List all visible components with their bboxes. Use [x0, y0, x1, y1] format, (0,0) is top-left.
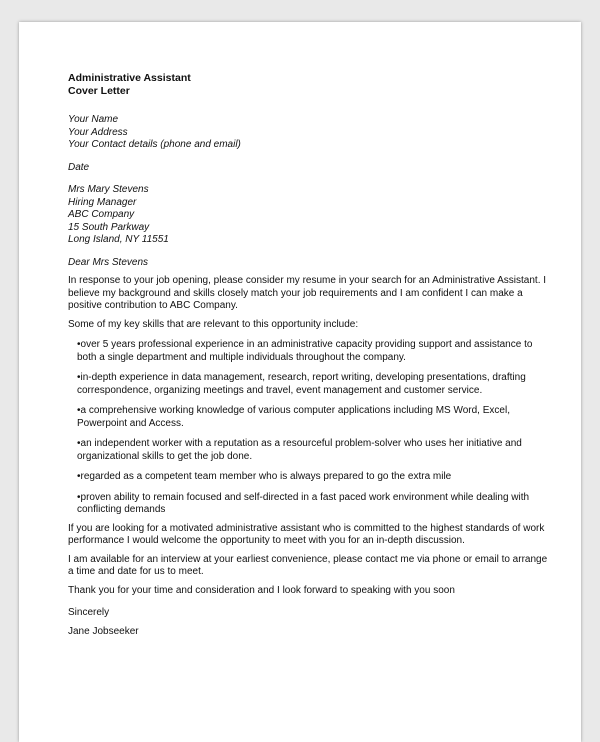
sender-name: Your Name	[68, 114, 119, 125]
skill-item: •a comprehensive working knowledge of various computer applications including MS Word, Excel, Powerpoint and Access.	[77, 405, 510, 429]
sender-block	[68, 114, 548, 152]
title-line-2: Cover Letter	[68, 85, 130, 97]
skill-item: •over 5 years professional experience in an administrative capacity providing support and assistance to both a single department and multiple individuals throughout the company.	[77, 339, 533, 363]
closing-paragraph: Thank you for your time and consideration and I look forward to speaking with you soon	[68, 584, 455, 596]
recipient-street: 15 South Parkway	[68, 221, 150, 233]
sender-address: Your Address	[68, 126, 128, 138]
closing-paragraph: If you are looking for a motivated administrative assistant who is committed to the highest standards of work performance I would welcome the opportunity to meet with you for an in-depth discussion.	[68, 522, 545, 546]
sender-contact: Your Contact details (phone and email)	[68, 139, 241, 150]
skills-list	[68, 339, 548, 517]
skill-item: •proven ability to remain focused and self-directed in a fast paced work environment while dealing with conflicting demands	[77, 491, 530, 515]
skill-item: •an independent worker with a reputation as a resourceful problem-solver who uses her initiative and organizational skills to get the job done.	[77, 438, 522, 462]
recipient-name: Mrs Mary Stevens	[68, 184, 149, 195]
recipient-city: Long Island, NY 11551	[68, 234, 169, 245]
letter-body	[68, 72, 548, 638]
recipient-block	[68, 184, 548, 247]
skill-item: •in-depth experience in data management, research, report writing, developing presentations, drafting correspondence, organizing meetings and travel, event management and customer service.	[77, 372, 526, 396]
title-line-1: Administrative Assistant	[68, 72, 191, 84]
closing-paragraph: I am available for an interview at your earliest convenience, please contact me via phone or email to arrange a time and date for us to meet.	[68, 553, 548, 577]
document-page	[19, 22, 581, 742]
signature: Jane Jobseeker	[68, 625, 139, 637]
signoff: Sincerely	[68, 607, 110, 618]
recipient-title: Hiring Manager	[68, 196, 137, 208]
skills-intro: Some of my key skills that are relevant to this opportunity include:	[68, 318, 359, 330]
document-title	[68, 72, 548, 98]
skill-item: •regarded as a competent team member who is always prepared to go the extra mile	[77, 471, 452, 482]
recipient-company: ABC Company	[68, 209, 135, 220]
intro-paragraph: In response to your job opening, please consider my resume in your search for an Administrative Assistant. I believe my background and skills closely match your job requirements and I am confident I can make a positive contribution to ABC Company.	[68, 275, 547, 311]
salutation: Dear Mrs Stevens	[68, 256, 149, 268]
letter-date: Date	[68, 161, 90, 173]
